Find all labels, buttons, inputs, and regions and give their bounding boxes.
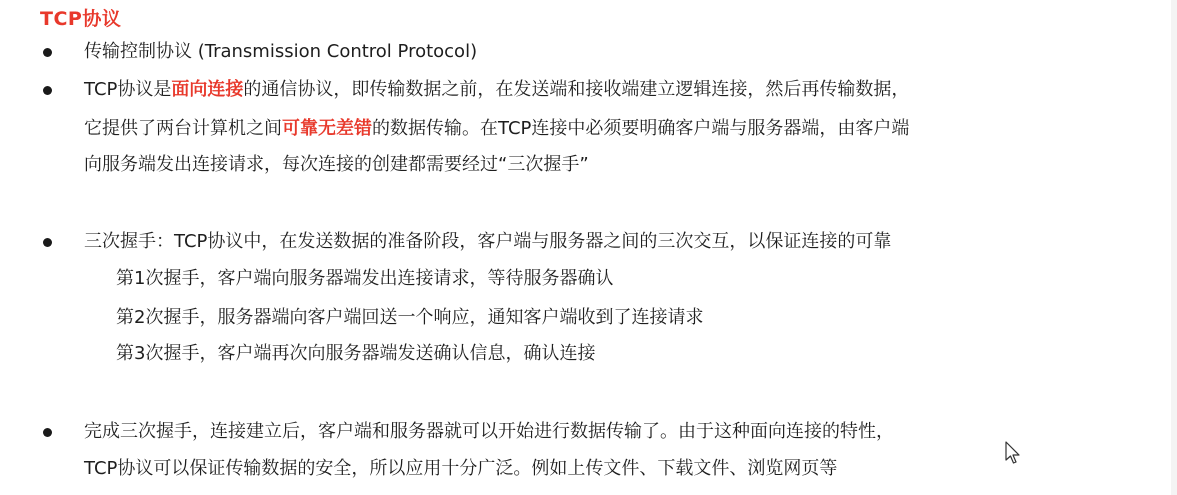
handshake-step-2: 第2次握手，服务器端向客户端回送一个响应，通知客户端收到了连接请求 xyxy=(116,307,704,328)
mouse-cursor-icon xyxy=(1005,441,1021,465)
page-title: TCP协议 xyxy=(40,8,122,30)
handshake-step-1: 第1次握手，客户端向服务器端发出连接请求，等待服务器确认 xyxy=(116,268,614,289)
bullet-2-line-3: 向服务端发出连接请求，每次连接的创建都需要经过“三次握手” xyxy=(84,154,589,175)
highlight-connection-oriented: 面向连接 xyxy=(171,79,244,100)
bullet-dot xyxy=(43,238,52,247)
bullet-dot xyxy=(43,428,52,437)
bullet-2-line-1 xyxy=(84,78,909,102)
text-segment: TCP协议是 xyxy=(84,79,172,100)
text-segment: 的通信协议，即传输数据之前，在发送端和接收端建立逻辑连接，然后再传输数据， xyxy=(243,79,910,100)
text-segment: 的数据传输。在TCP连接中必须要明确客户端与服务器端，由客户端 xyxy=(372,118,910,139)
highlight-reliable-error-free: 可靠无差错 xyxy=(282,118,372,139)
bullet-dot xyxy=(43,86,52,95)
bullet-dot xyxy=(43,48,52,57)
scrollbar[interactable] xyxy=(1171,0,1177,495)
bullet-1-text: 传输控制协议 (Transmission Control Protocol) xyxy=(84,41,478,62)
bullet-3-line-1: 三次握手：TCP协议中，在发送数据的准备阶段，客户端与服务器之间的三次交互，以保证连接的可靠 xyxy=(84,231,892,252)
text-segment: 它提供了两台计算机之间 xyxy=(84,118,282,139)
bullet-2-line-2 xyxy=(84,117,909,141)
handshake-step-3: 第3次握手，客户端再次向服务器端发送确认信息，确认连接 xyxy=(116,343,596,364)
bullet-4-line-1: 完成三次握手，连接建立后，客户端和服务器就可以开始进行数据传输了。由于这种面向连接的特性， xyxy=(84,421,894,442)
bullet-4-line-2: TCP协议可以保证传输数据的安全，所以应用十分广泛。例如上传文件、下载文件、浏览网页等 xyxy=(84,458,838,479)
